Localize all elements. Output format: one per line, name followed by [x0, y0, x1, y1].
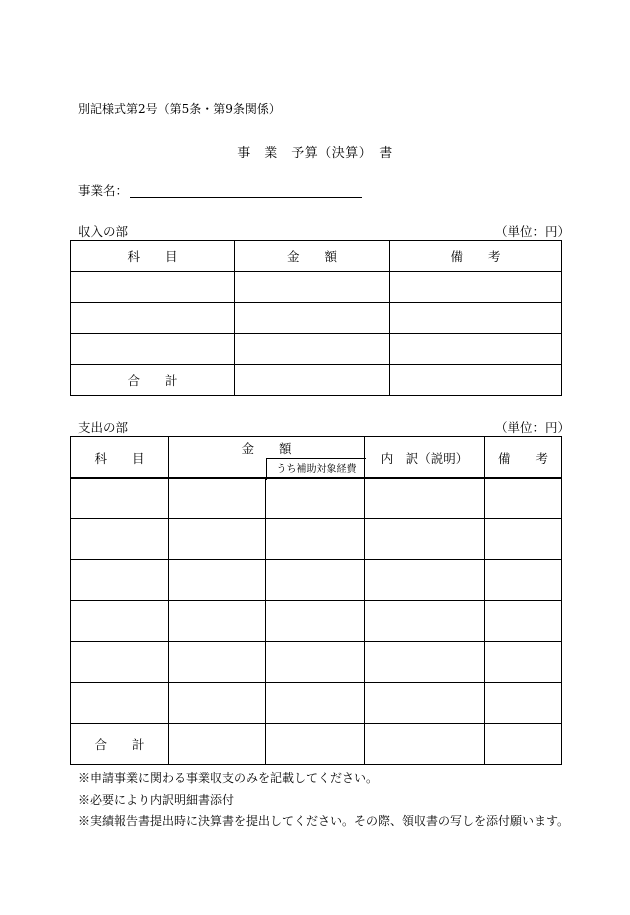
expense-cell[interactable]	[71, 519, 169, 560]
expense-cell[interactable]	[71, 601, 169, 642]
expense-cell[interactable]	[71, 560, 169, 601]
expense-cell[interactable]	[71, 478, 169, 519]
table-row	[71, 560, 562, 601]
expense-cell[interactable]	[485, 560, 562, 601]
expense-cell[interactable]	[485, 683, 562, 724]
expense-header-item: 科 目	[71, 437, 169, 479]
expense-cell[interactable]	[485, 642, 562, 683]
expense-cell[interactable]	[169, 642, 266, 683]
expense-header-amount-cell	[169, 437, 365, 479]
expense-cell[interactable]	[266, 560, 365, 601]
expense-unit-label: （単位：円）	[495, 420, 571, 435]
expense-cell[interactable]	[365, 642, 485, 683]
table-row	[71, 601, 562, 642]
expense-cell[interactable]	[266, 478, 365, 519]
expense-table	[70, 436, 562, 479]
expense-header-row	[71, 437, 562, 479]
expense-cell[interactable]	[485, 519, 562, 560]
income-cell[interactable]	[235, 334, 390, 365]
income-total-label: 合 計	[71, 365, 235, 396]
expense-total-label: 合 計	[71, 724, 169, 765]
expense-cell[interactable]	[71, 642, 169, 683]
note-2: ※必要により内訳明細書添付	[78, 793, 235, 807]
income-cell[interactable]	[71, 303, 235, 334]
expense-header-amount: 金 額	[241, 441, 292, 456]
expense-body-table	[70, 477, 562, 765]
table-row	[71, 519, 562, 560]
expense-cell[interactable]	[169, 683, 266, 724]
expense-header-subsidy: うち補助対象経費	[266, 458, 366, 480]
expense-total-amount[interactable]	[169, 724, 266, 765]
project-name-label: 事業名：	[78, 183, 129, 198]
expense-cell[interactable]	[365, 519, 485, 560]
table-row	[71, 478, 562, 519]
expense-cell[interactable]	[169, 601, 266, 642]
expense-cell[interactable]	[365, 683, 485, 724]
expense-header-breakdown: 内 訳（説明）	[365, 437, 485, 479]
table-row	[71, 272, 562, 303]
expense-cell[interactable]	[169, 478, 266, 519]
note-3: ※実績報告書提出時に決算書を提出してください。その際、領収書の写しを添付願います。	[78, 814, 570, 828]
note-1: ※申請事業に関わる事業収支のみを記載してください。	[78, 771, 379, 785]
expense-cell[interactable]	[266, 683, 365, 724]
expense-total-breakdown[interactable]	[365, 724, 485, 765]
income-table	[70, 240, 562, 396]
expense-cell[interactable]	[365, 478, 485, 519]
income-total-row	[71, 365, 562, 396]
table-row	[71, 303, 562, 334]
expense-cell[interactable]	[266, 519, 365, 560]
income-unit-label: （単位：円）	[495, 224, 571, 239]
expense-cell[interactable]	[365, 560, 485, 601]
table-row	[71, 642, 562, 683]
expense-cell[interactable]	[266, 642, 365, 683]
expense-total-remarks[interactable]	[485, 724, 562, 765]
income-cell[interactable]	[235, 272, 390, 303]
income-total-amount[interactable]	[235, 365, 390, 396]
expense-cell[interactable]	[266, 601, 365, 642]
income-cell[interactable]	[390, 272, 562, 303]
income-header-amount: 金 額	[235, 241, 390, 272]
expense-cell[interactable]	[365, 601, 485, 642]
expense-cell[interactable]	[71, 683, 169, 724]
income-header-row	[71, 241, 562, 272]
project-name-field[interactable]	[130, 197, 362, 198]
income-header-item: 科 目	[71, 241, 235, 272]
income-cell[interactable]	[71, 272, 235, 303]
form-number-label: 別記様式第2号（第5条・第9条関係）	[78, 102, 281, 116]
document-title: 事 業 予算（決算） 書	[237, 146, 393, 161]
income-header-remarks: 備 考	[390, 241, 562, 272]
expense-cell[interactable]	[169, 560, 266, 601]
expense-section-title: 支出の部	[78, 420, 129, 435]
income-cell[interactable]	[71, 334, 235, 365]
expense-header-remarks: 備 考	[485, 437, 562, 479]
expense-cell[interactable]	[485, 601, 562, 642]
expense-total-subsidy[interactable]	[266, 724, 365, 765]
expense-cell[interactable]	[169, 519, 266, 560]
income-cell[interactable]	[390, 303, 562, 334]
income-total-remarks[interactable]	[390, 365, 562, 396]
table-row	[71, 683, 562, 724]
expense-total-row	[71, 724, 562, 765]
income-cell[interactable]	[235, 303, 390, 334]
table-row	[71, 334, 562, 365]
income-cell[interactable]	[390, 334, 562, 365]
income-section-title: 収入の部	[78, 224, 129, 239]
expense-cell[interactable]	[485, 478, 562, 519]
